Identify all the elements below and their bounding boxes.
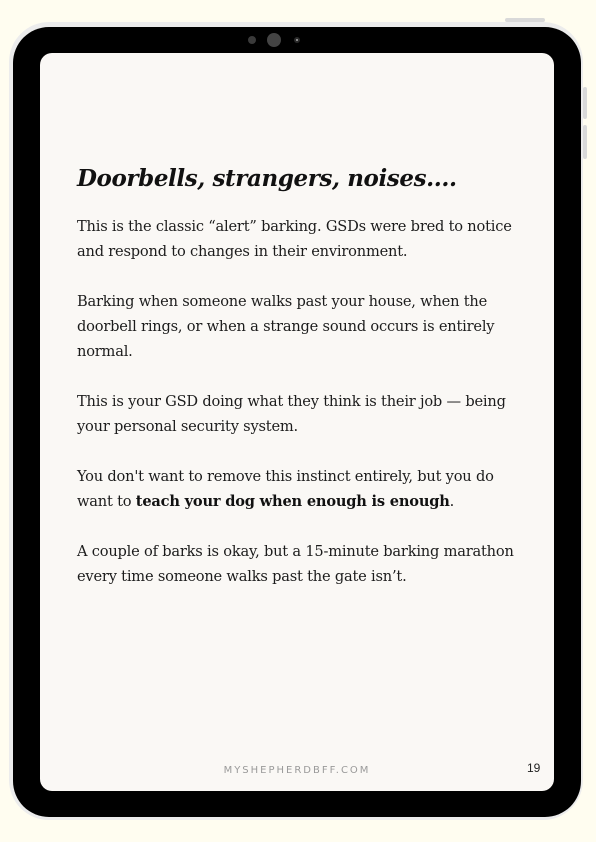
camera-icon <box>267 33 281 47</box>
tablet-screen[interactable] <box>40 53 554 791</box>
paragraph-instinct-emphasis: teach your dog when enough is enough <box>135 492 450 510</box>
sensor-icon <box>248 36 256 44</box>
paragraph-instinct-start: You don't want to remove this instinct entirely, but you do want to <box>77 467 494 510</box>
footer-website: MYSHEPHERDBFF.COM <box>223 765 371 776</box>
page-heading: Doorbells, strangers, noises.... <box>77 165 457 192</box>
paragraph-instinct <box>77 464 522 514</box>
paragraph-instinct-end: . <box>449 492 455 510</box>
paragraph-normal-barking: Barking when someone walks past your house, when the doorbell rings, or when a strange sound occurs is entirely normal. <box>77 292 495 360</box>
volume-down-button <box>583 125 587 159</box>
page-content <box>77 165 522 614</box>
light-sensor-icon <box>294 37 300 43</box>
paragraph-alert-barking: This is the classic “alert” barking. GSDs were bred to notice and respond to changes in their environment. <box>77 217 512 260</box>
volume-up-button <box>583 87 587 119</box>
power-button <box>505 18 545 22</box>
page-number: 19 <box>527 761 541 775</box>
paragraph-security-system: This is your GSD doing what they think is their job — being your personal security system. <box>77 392 506 435</box>
paragraph-barking-marathon: A couple of barks is okay, but a 15-minute barking marathon every time someone walks past the gate isn’t. <box>77 542 514 585</box>
camera-bar <box>246 33 306 47</box>
